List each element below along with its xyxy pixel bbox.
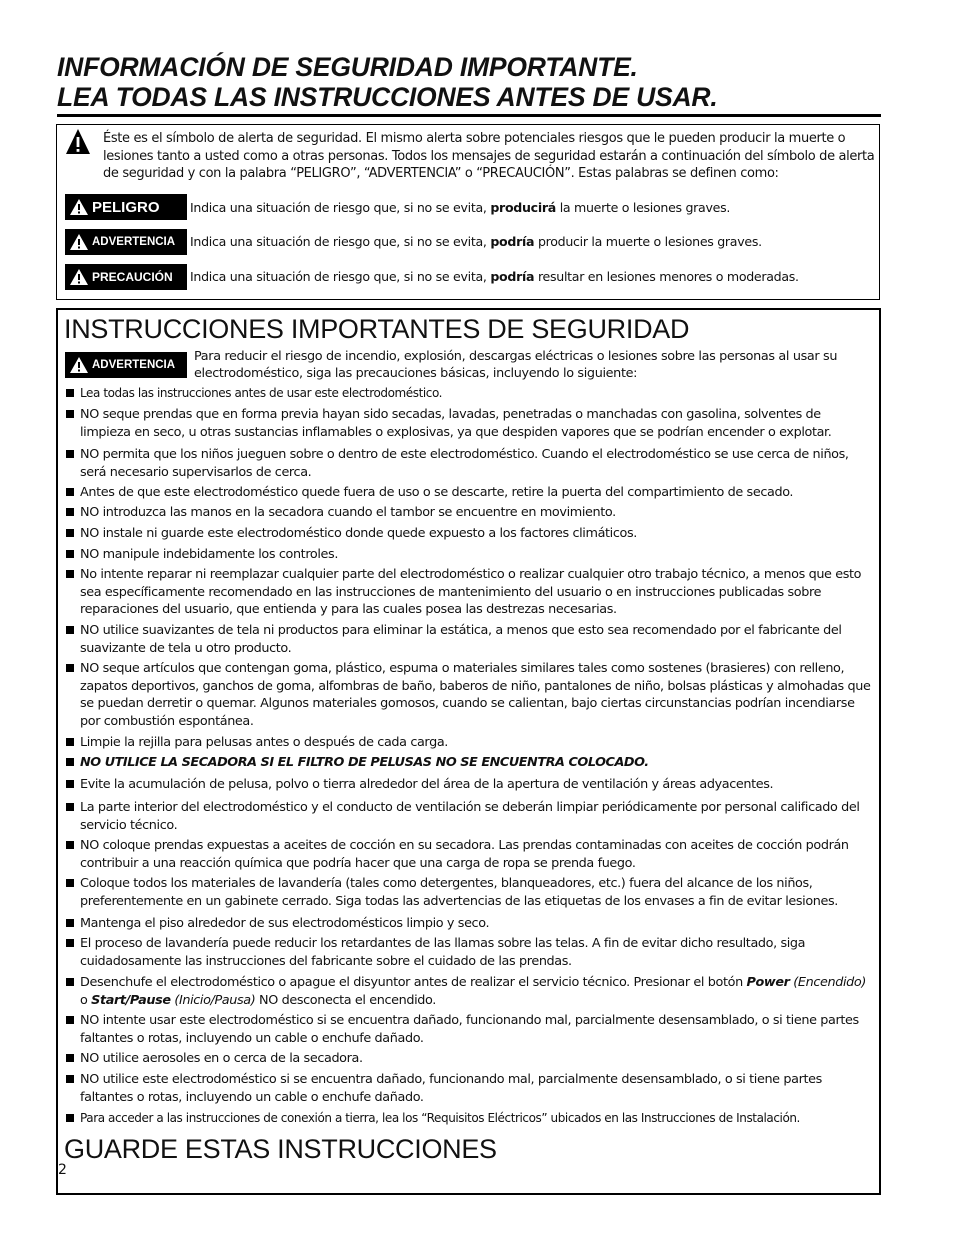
list-item: NO utilice este electrodoméstico si se encuentra dañado, funcionando mal, parcialmente desensamblado, o si tiene partes faltantes o rotas, incluyendo un cable o enchufe dañado. [65, 1071, 873, 1106]
title-line-2: LEA TODAS LAS INSTRUCCIONES ANTES DE USAR. [57, 82, 718, 112]
warning-triangle-icon [69, 198, 89, 216]
signal-label: PELIGRO [92, 198, 160, 216]
list-item: NO manipule indebidamente los controles. [65, 546, 873, 564]
list-item: Mantenga el piso alrededor de sus electrodomésticos limpio y seco. [65, 915, 873, 933]
list-item: NO intente usar este electrodoméstico si se encuentra dañado, funcionando mal, parcialmente desensamblado, o si tiene partes faltantes o rotas, incluyendo un cable o enchufe dañado. [65, 1012, 873, 1047]
list-item: Limpie la rejilla para pelusas antes o después de cada carga. [65, 734, 873, 752]
signal-advertencia [65, 229, 187, 255]
page-title [57, 52, 718, 112]
warning-triangle-icon [69, 356, 89, 374]
warning-triangle-icon [65, 128, 91, 156]
list-item: NO instale ni guarde este electrodoméstico donde quede expuesto a los factores climáticos. [65, 525, 873, 543]
signal-desc-precaucion: Indica una situación de riesgo que, si no se evita, podría resultar en lesiones menores o moderadas. [190, 269, 799, 284]
warning-advertencia-badge [65, 352, 187, 378]
safety-intro-text: Éste es el símbolo de alerta de seguridad. El mismo alerta sobre potenciales riesgos que le pueden producir la muerte o lesiones tanto a usted como a otras personas. Todos los mensajes de seguridad estarán a continuación del símbolo de alerta de seguridad y con la palabra “PELIGRO”, “ADVERTENCIA” o “PRECAUCIÓN”. Estas palabras se definen como: [103, 131, 875, 181]
title-rule [57, 114, 881, 117]
list-item: Coloque todos los materiales de lavandería (tales como detergentes, blanqueadores, etc.) fuera del alcance de los niños, preferentemente en un gabinete cerrado. Siga todas las advertencias de las etiquetas de los envases a fin de evitar lesiones. [65, 875, 873, 910]
warning-text: Para reducir el riesgo de incendio, explosión, descargas eléctricas o lesiones sobre las personas al usar su electrodoméstico, siga las precauciones básicas, incluyendo lo siguiente: [194, 349, 838, 381]
signal-label: ADVERTENCIA [92, 236, 176, 248]
list-item: Para acceder a las instrucciones de conexión a tierra, lea los “Requisitos Eléctricos” ubicados en las Instrucciones de Instalación. [65, 1110, 873, 1128]
list-item: NO seque prendas que en forma previa hayan sido secadas, lavadas, penetradas o manchadas con gasolina, solventes de limpieza en seco, u otras sustancias inflamables o explosivas, ya que despiden vapores que se podrían encender o explotar. [65, 406, 873, 441]
list-item: NO utilice aerosoles en o cerca de la secadora. [65, 1050, 873, 1068]
list-item: Lea todas las instrucciones antes de usar este electrodoméstico. [65, 385, 873, 403]
signal-peligro [65, 194, 187, 220]
list-item: NO coloque prendas expuestas a aceites de cocción en su secadora. Las prendas contaminadas con aceites de cocción podrán contribuir a una reacción química que podría hacer que una carga de ropa se prenda fuego. [65, 837, 873, 872]
title-line-1: INFORMACIÓN DE SEGURIDAD IMPORTANTE. [57, 52, 638, 82]
signal-desc-peligro: Indica una situación de riesgo que, si no se evita, producirá la muerte o lesiones graves. [190, 200, 731, 215]
list-item: Antes de que este electrodoméstico quede fuera de uso o se descarte, retire la puerta del compartimiento de secado. [65, 484, 873, 502]
signal-precaucion [65, 264, 187, 290]
list-item: El proceso de lavandería puede reducir los retardantes de las llamas sobre las telas. A fin de evitar dicho resultado, siga cuidadosamente las instrucciones del fabricante sobre el cuidado de las prendas. [65, 935, 873, 970]
list-item: NO UTILICE LA SECADORA SI EL FILTRO DE PELUSAS NO SE ENCUENTRA COLOCADO. [65, 754, 873, 772]
list-item: NO seque artículos que contengan goma, plástico, espuma o materiales similares tales como sostenes (brasieres) con relleno, zapatos deportivos, ganchos de goma, alfombras de baño, baberos de niño, pantalones de niño, bolsas plásticas y almohadas que se puedan derretir o quemar. Algunos materiales gomosos, cuando se calientan, bajo ciertas circunstancias podrían incendiarse por combustión espontánea. [65, 660, 873, 730]
list-item: NO permita que los niños jueguen sobre o dentro de este electrodoméstico. Cuando el electrodoméstico se use cerca de niños, será necesario supervisarlos de cerca. [65, 446, 873, 481]
list-item: La parte interior del electrodoméstico y el conducto de ventilación se deberán limpiar periódicamente por personal calificado del servicio técnico. [65, 799, 873, 834]
warning-triangle-icon [69, 268, 89, 286]
signal-label: PRECAUCIÓN [92, 270, 173, 284]
list-item: Evite la acumulación de pelusa, polvo o tierra alrededor del área de la apertura de ventilación y áreas adyacentes. [65, 776, 873, 794]
signal-desc-advertencia: Indica una situación de riesgo que, si no se evita, podría producir la muerte o lesiones graves. [190, 234, 762, 249]
list-item: Desenchufe el electrodoméstico o apague el disyuntor antes de realizar el servicio técnico. Presionar el botón Power (Encendido) o Start/Pause (Inicio/Pausa) NO desconecta el encendido. [65, 974, 873, 1009]
list-item: NO introduzca las manos en la secadora cuando el tambor se encuentre en movimiento. [65, 504, 873, 522]
warning-triangle-icon [69, 233, 89, 251]
list-item: No intente reparar ni reemplazar cualquier parte del electrodoméstico o realizar cualquier otro trabajo técnico, a menos que esto sea específicamente recomendado en las instrucciones de mantenimiento del usuario o en instrucciones publicadas sobre reparaciones del usuario, que entienda y para las cuales posea las destrezas necesarias. [65, 566, 873, 619]
list-item: NO utilice suavizantes de tela ni productos para eliminar la estática, a menos que esto sea recomendado por el fabricante del suavizante de tela u otro producto. [65, 622, 873, 657]
page-number: 2 [58, 1162, 67, 1178]
signal-label: ADVERTENCIA [92, 359, 176, 371]
save-instructions-heading: GUARDE ESTAS INSTRUCCIONES [64, 1134, 497, 1164]
instructions-heading: INSTRUCCIONES IMPORTANTES DE SEGURIDAD [64, 314, 690, 344]
